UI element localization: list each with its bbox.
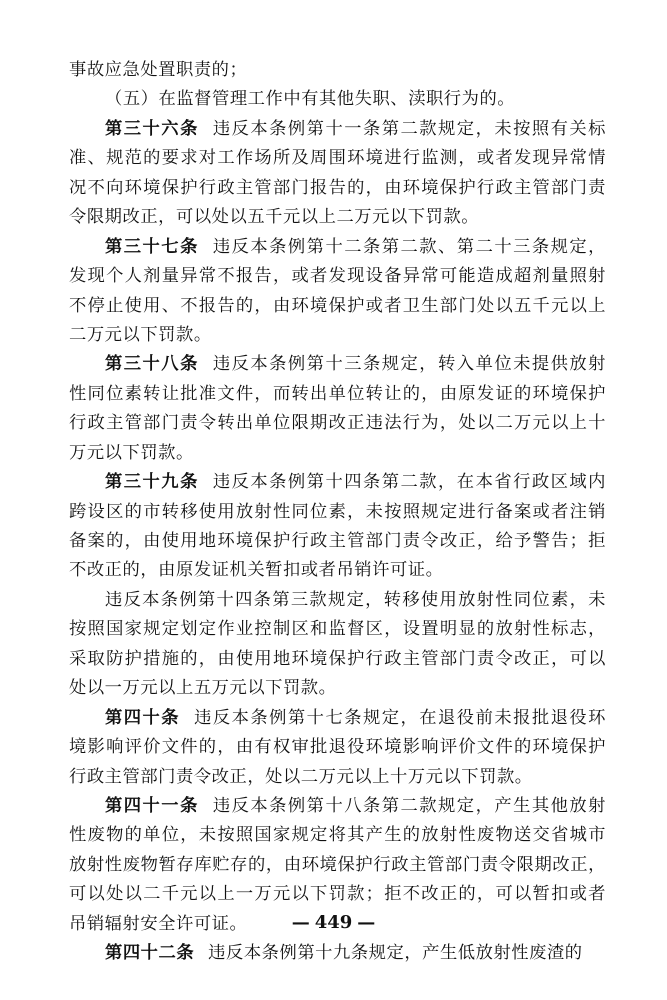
paragraph-first-line <box>69 792 606 821</box>
paragraph-first-line <box>69 704 606 733</box>
paragraph-line <box>69 821 606 850</box>
article-number: 第四十条 <box>105 707 181 728</box>
paragraph-line <box>69 321 606 350</box>
line-text: （五）在监督管理工作中有其他失职、渎职行为的。 <box>105 89 516 110</box>
article-number: 第三十七条 <box>105 236 199 257</box>
line-text: 性废物的单位，未按照国家规定将其产生的放射性废物送交省城市 <box>69 825 606 846</box>
paragraph-first-line <box>69 115 606 144</box>
line-text: 行政主管部门责令转出单位限期改正违法行为，处以二万元以上十 <box>69 413 606 434</box>
line-text: 万元以下罚款。 <box>69 442 194 463</box>
line-text: 事故应急处置职责的； <box>69 60 248 80</box>
line-text: 性同位素转让批准文件，而转出单位转让的，由原发证的环境保护 <box>69 383 606 404</box>
page-number-value: 449 <box>314 912 353 933</box>
line-text: 违反本条例第十一条第二款规定，未按照有关标 <box>212 118 606 139</box>
line-text: 违反本条例第十七条规定，在退役前未报批退役环 <box>194 707 606 728</box>
paragraph-first-line <box>69 586 606 615</box>
page-number: — 449 — <box>291 912 376 933</box>
paragraph-line <box>69 556 606 585</box>
paragraph-line <box>69 439 606 468</box>
paragraph-first-line <box>69 56 606 85</box>
paragraph-line <box>69 409 606 438</box>
line-text: 采取防护措施的，由使用地环境保护行政主管部门责令改正，可以 <box>69 648 606 669</box>
line-text: 发现个人剂量异常不报告，或者发现设备异常可能造成超剂量照射 <box>69 266 606 287</box>
paragraph-line <box>69 527 606 556</box>
line-text: 跨设区的市转移使用放射性同位素，未按照规定进行备案或者注销 <box>69 501 606 522</box>
line-text: 按照国家规定划定作业控制区和监督区，设置明显的放射性标志， <box>69 619 606 640</box>
paragraph-line <box>69 674 606 703</box>
article-number: 第三十八条 <box>105 354 199 375</box>
paragraph-line <box>69 880 606 909</box>
paragraph-line <box>69 498 606 527</box>
line-text: 违反本条例第十四条第二款，在本省行政区域内 <box>212 472 606 493</box>
article-number: 第三十九条 <box>105 472 199 493</box>
line-text: 境影响评价文件的，由有权审批退役环境影响评价文件的环境保护 <box>69 737 606 758</box>
line-text: 吊销辐射安全许可证。 <box>69 913 248 934</box>
line-text: 违反本条例第十九条规定，产生低放射性废渣的 <box>208 943 583 964</box>
line-text: 况不向环境保护行政主管部门报告的，由环境保护行政主管部门责 <box>69 177 606 198</box>
line-text: 违反本条例第十二条第二款、第二十三条规定， <box>212 236 606 257</box>
paragraph-first-line <box>69 85 606 114</box>
line-text: 备案的，由使用地环境保护行政主管部门责令改正，给予警告；拒 <box>69 531 606 551</box>
paragraph-line <box>69 733 606 762</box>
line-text: 可以处以二千元以上一万元以下罚款；拒不改正的，可以暂扣或者 <box>69 884 606 905</box>
paragraph-line <box>69 645 606 674</box>
body-text <box>69 56 606 969</box>
paragraph-line <box>69 851 606 880</box>
line-text: 不改正的，由原发证机关暂扣或者吊销许可证。 <box>69 560 444 581</box>
paragraph-first-line <box>69 350 606 379</box>
line-text: 违反本条例第十四条第三款规定，转移使用放射性同位素，未 <box>105 589 606 610</box>
line-text: 违反本条例第十八条第二款规定，产生其他放射 <box>212 795 606 816</box>
paragraph-line <box>69 203 606 232</box>
article-number: 第四十二条 <box>105 943 195 964</box>
paragraph-line <box>69 144 606 173</box>
article-number: 第四十一条 <box>105 795 199 816</box>
paragraph-line <box>69 292 606 321</box>
line-text: 处以一万元以上五万元以下罚款。 <box>69 678 337 699</box>
line-text: 违反本条例第十三条规定，转入单位未提供放射 <box>212 354 606 375</box>
line-text: 行政主管部门责令改正，处以二万元以上十万元以下罚款。 <box>69 766 533 787</box>
paragraph-first-line <box>69 233 606 262</box>
paragraph-first-line <box>69 468 606 497</box>
line-text: 令限期改正，可以处以五千元以上二万元以下罚款。 <box>69 207 480 228</box>
line-text: 准、规范的要求对工作场所及周围环境进行监测，或者发现异常情 <box>69 148 606 169</box>
line-text: 不停止使用、不报告的，由环境保护或者卫生部门处以五千元以上 <box>69 295 606 316</box>
paragraph-line <box>69 380 606 409</box>
paragraph-line <box>69 174 606 203</box>
article-number: 第三十六条 <box>105 118 199 139</box>
paragraph-line <box>69 763 606 792</box>
line-text: 放射性废物暂存库贮存的，由环境保护行政主管部门责令限期改正， <box>69 854 606 875</box>
paragraph-first-line <box>69 939 606 968</box>
line-text: 二万元以下罚款。 <box>69 324 212 345</box>
paragraph-line <box>69 262 606 291</box>
paragraph-line <box>69 615 606 644</box>
